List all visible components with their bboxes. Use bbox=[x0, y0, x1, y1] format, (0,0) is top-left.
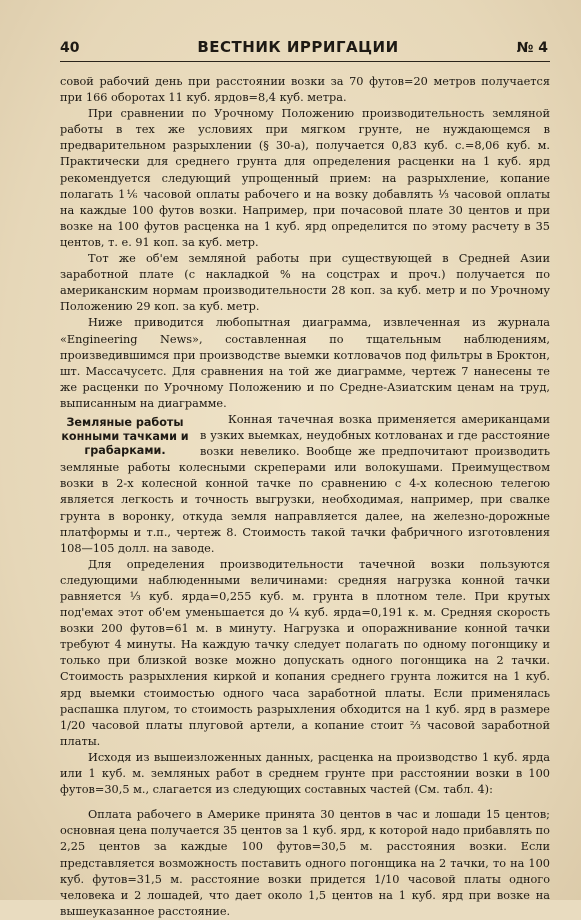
page-header bbox=[60, 38, 548, 60]
paragraph-6: Для определения производительности тачечной возки пользуются следующими наблюденными величинами: средняя нагрузка конной тачки равняется ⅓ куб. ярда=0,255 куб. м. грунта в плотном теле. При крутых под'емах этот об'ем уменьшается до ¼ куб. ярда=0,191 к. м. Средняя скорость возки 200 футов=61 м. в минуту. Нагрузка и опоражнивание конной тачки требуют 4 минуты. На каждую тачку следует полагать по одному погонщику и только при близкой возке можно допускать одного погонщика на 2 тачки. Стоимость разрыхления киркой и копания среднего грунта ложится на 1 куб. ярд выемки стоимостью одного часа заработной платы. Если применялась распашка плугом, то стоимость разрыхления обходится на 1 куб. ярд в размере 1/20 часовой платы плуговой артели, а копание стоит ⅔ часовой заработной платы. bbox=[60, 557, 550, 748]
paragraph-1: совой рабочий день при расстоянии возки за 70 футов=20 метров получается при 166 оборотах 11 куб. ярдов=8,4 куб. метра. bbox=[60, 75, 550, 105]
paragraph-4: Ниже приводится любопытная диаграмма, извлеченная из журнала «Engineering News», составленная по тщательным наблюдениям, произведившимся при производстве выемки котловачов под фильтры в Броктон, шт. Массачусетс. Для сравнения на той же диаграмме, чертеж 7 нанесены те же расценки по Урочному Положению и по Средне-Азиатским ценам на труд, выписанным на диаграмме. bbox=[60, 316, 550, 410]
paragraph-2: При сравнении по Урочному Положению производительность земляной работы в тех же условиях при мягком грунте, не нуждающемся в предварительном разрыхлении (§ 30-а), получается 0,83 куб. с.=8,06 куб. м. Практически для среднего грунта для определения расценки на 1 куб. ярд рекомендуется следующий упрощенный прием: на разрыхление, копание полагать 1⅙ часовой оплаты рабочего и на возку добавлять ⅓ часовой оплаты на каждые 100 футов возки. Например, при почасовой плате 30 центов и при возке на 100 футов расценка на 1 куб. ярд определится по этому расчету в 35 центов, т. е. 91 коп. за куб. метр. bbox=[60, 107, 550, 249]
issue-number: № 4 bbox=[516, 40, 548, 56]
article-body bbox=[60, 74, 550, 920]
paragraph-7: Исходя из вышеизложенных данных, расценка на производство 1 куб. ярда или 1 куб. м. земляных работ в среднем грунте при расстоянии возки в 100 футов=30,5 м., слагается из следующих составных частей (См. табл. 4): bbox=[60, 750, 550, 797]
side-heading: Земляные работы конными тачками и грабарками. bbox=[61, 415, 189, 457]
journal-title: ВЕСТНИК ИРРИГАЦИИ bbox=[197, 38, 399, 56]
paragraph-3: Тот же об'ем земляной работы при существующей в Средней Азии заработной плате (с накладкой % на соцстрах и проч.) получается по американским нормам производительности 28 коп. за куб. метр и по Урочному Положению 29 коп. за куб. метр. bbox=[60, 252, 550, 314]
paragraph-5: Конная тачечная возка применяется американцами в узких выемках, неудобных котлованах и где расстояние возки невелико. Вообще же предпочитают производить земляные работы колесными скреперами или волокушами. Преимуществом возки в 2-х колесной конной тачке по сравнению с 4-х колесною телегою является легкость и точность выгрузки, необходимая, например, при свалке грунта в воронку, откуда земля направляется далее, на железно-дорожные платформы и т.п., чертеж 8. Стоимость такой тачки фабричного изготовления 108—105 долл. на заводе. bbox=[60, 412, 550, 555]
section-with-side-heading bbox=[60, 412, 550, 557]
paragraph-8: Оплата рабочего в Америке принята 30 центов в час и лошади 15 центов; основная цена получается 35 центов за 1 куб. ярд, к которой надо прибавлять по 2,25 центов за каждые 100 футов=30,5 м. расстояния возки. Если представляется возможность поставить одного погонщика на 2 тачки, то на 100 куб. футов=31,5 м. расстояние возки придется 1/10 часовой платы одного человека и 2 лошадей, что дает около 1,5 центов на 1 куб. ярд при возке на вышеуказанное расстояние. bbox=[60, 808, 550, 918]
page-number: 40 bbox=[60, 40, 80, 56]
header-rule bbox=[60, 61, 550, 62]
